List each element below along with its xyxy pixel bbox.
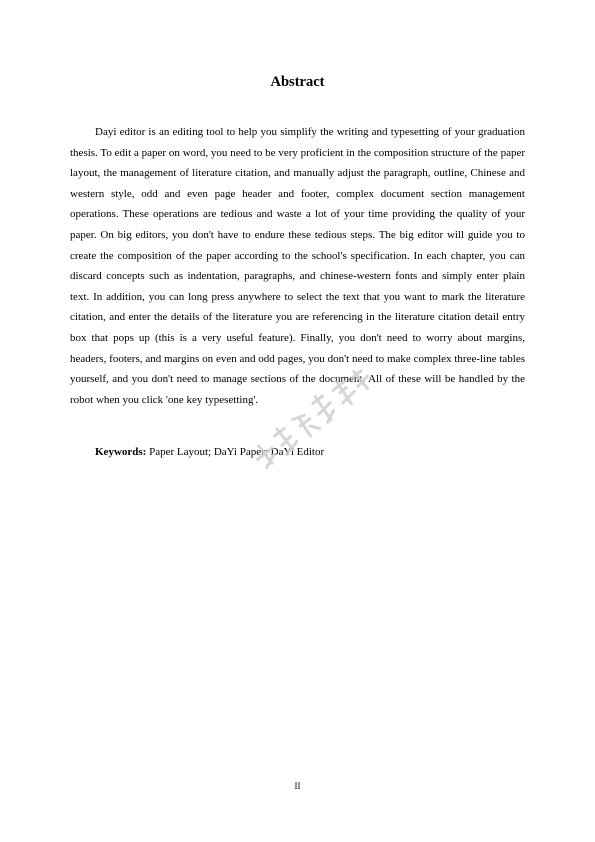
page-title: Abstract: [270, 74, 325, 90]
keywords-text: Paper Layout; DaYi Paper; DaYi Editor: [149, 446, 325, 458]
abstract-paragraph: Dayi editor is an editing tool to help you simplify the writing and typesetting of your graduation thesis. To edit a paper on word, you need to be very proficient in the composition structure of the paper layout, the management of literature citation, and manually adjust the paragraph, outline, Chinese and western style, odd and even page header and footer, complex document section management operations. These operations are tedious and waste a lot of your time providing the quality of your paper. On big editors, you don't have to endure these tedious steps. The big editor will guide you to create the composition of the paper according to the school's specification. In each chapter, you can discard concepts such as indentation, paragraphs, and chinese-western fonts and simply enter plain text. In addition, you can long press anywhere to select the text that you want to mark the literature citation, and enter the details of the literature you are referencing in the literature citation detail entry box that pops up (this is a very useful feature). Finally, you don't need to worry about margins, headers, footers, and margins on even and odd pages, you don't need to make complex three-line tables yourself, and you don't need to manage sections of the document. All of these will be handled by the robot when you click 'one key typesetting'.: [70, 126, 525, 406]
page-number: II: [294, 781, 301, 791]
keywords-line: [95, 442, 525, 462]
keywords-label: Keywords:: [95, 446, 147, 458]
